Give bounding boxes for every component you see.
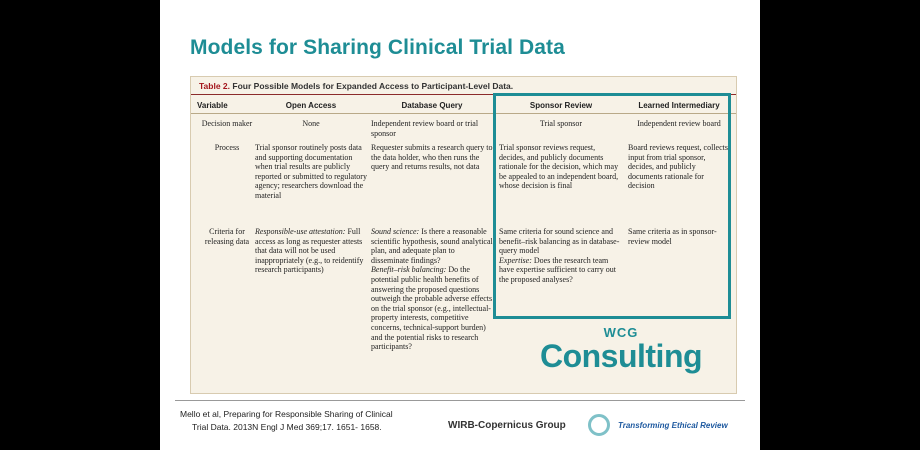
cell-process-database-query: Requester submits a research query to the data holder, who then runs the query and returns results, not data xyxy=(371,143,493,172)
cell-criteria-open-access xyxy=(255,227,367,275)
cell-criteria-database-query xyxy=(371,227,493,352)
table-caption xyxy=(199,81,513,91)
row-label-decision-maker: Decision maker xyxy=(201,119,253,128)
footer-divider xyxy=(175,400,745,401)
citation xyxy=(180,408,393,434)
criteria-db-text-sound-science: Is there a reasonable scientific hypothesis, sound analytical plan, and adequate plan to disseminate findings? xyxy=(371,227,493,265)
header-database-query: Database Query xyxy=(401,101,463,110)
cell-process-open-access: Trial sponsor routinely posts data and supporting documentation when trial results are publicly reported or submitted to regulatory agency; researchers download the material xyxy=(255,143,367,200)
cell-decision-open-access: None xyxy=(302,119,320,128)
cell-criteria-learned-intermediary: Same criteria as in sponsor-review model xyxy=(628,227,717,246)
header-variable: Variable xyxy=(197,101,228,110)
criteria-db-heading-sound-science: Sound science: xyxy=(371,227,420,236)
cell-decision-database-query: Independent review board or trial sponsor xyxy=(371,119,479,138)
citation-line-1: Mello et al, Preparing for Responsible Sharing of Clinical xyxy=(180,409,393,419)
cell-decision-learned-intermediary: Independent review board xyxy=(637,119,721,128)
criteria-db-heading-benefit-risk: Benefit–risk balancing: xyxy=(371,265,447,275)
company-tagline: Transforming Ethical Review xyxy=(618,421,728,430)
cell-process-sponsor-review: Trial sponsor reviews request, decides, and publicly documents rationale for the decision, which may be appealed to an independent board, whose decision is final xyxy=(499,143,619,191)
wcg-logo-main: Consulting xyxy=(539,338,703,374)
slide xyxy=(160,0,760,450)
row-label-process: Process xyxy=(214,143,240,152)
table-description: Four Possible Models for Expanded Access to Participant-Level Data. xyxy=(232,81,514,91)
header-sponsor-review: Sponsor Review xyxy=(529,101,593,110)
citation-line-2: Trial Data. 2013N Engl J Med 369;17. 1651- 1658. xyxy=(192,422,382,432)
criteria-open-access-heading: Responsible-use attestation: xyxy=(255,227,346,236)
company-name: WIRB-Copernicus Group xyxy=(448,420,566,431)
criteria-sponsor-text: Same criteria for sound science and benefit–risk balancing as in database-query model xyxy=(499,227,620,256)
criteria-db-text-benefit-risk: Do the potential public health benefits of answering the proposed questions outweigh the probable adverse effects on the trial sponsor (e.g., intellectual-property interests, competitive concerns, technical-support burden) and the potential risks to research participants? xyxy=(371,265,493,352)
table-number: Table 2. xyxy=(199,81,231,91)
highlight-box xyxy=(493,93,731,319)
wcg-logo-top: WCG xyxy=(603,325,639,340)
row-label-criteria: Criteria for releasing data xyxy=(204,227,250,246)
slide-title: Models for Sharing Clinical Trial Data xyxy=(190,36,565,59)
cell-decision-sponsor-review: Trial sponsor xyxy=(539,119,583,128)
criteria-open-access-text: Full access as long as requester attests that data will not be used inappropriately (e.g., to reidentify research participants) xyxy=(255,227,364,275)
criteria-sponsor-heading-expertise: Expertise: xyxy=(499,255,532,265)
header-open-access: Open Access xyxy=(285,101,337,110)
header-learned-intermediary: Learned Intermediary xyxy=(638,101,720,110)
wcg-consulting-logo xyxy=(526,326,716,372)
cell-process-learned-intermediary: Board reviews request, collects input from trial sponsor, decides, and publicly documents rationale for decision xyxy=(628,143,728,191)
wcg-circle-logo-icon xyxy=(588,414,610,436)
criteria-sponsor-text-expertise: Does the research team have expertise sufficient to carry out the proposed analyses? xyxy=(499,255,616,284)
